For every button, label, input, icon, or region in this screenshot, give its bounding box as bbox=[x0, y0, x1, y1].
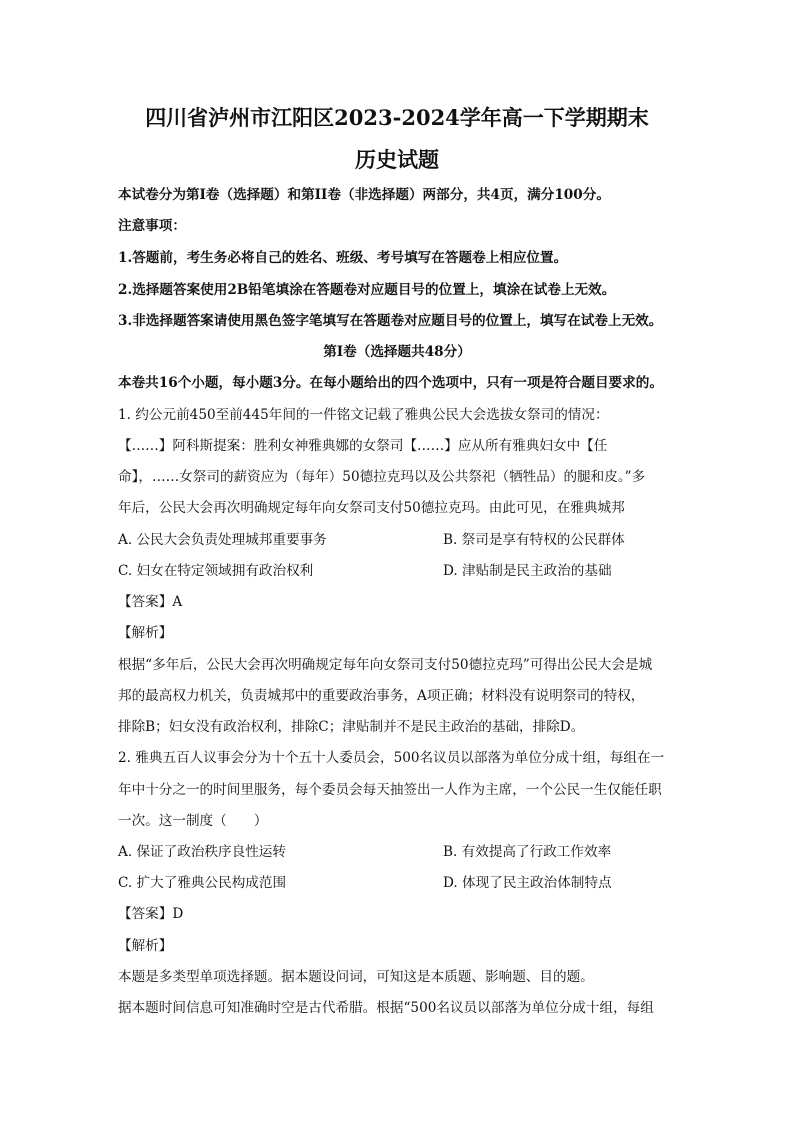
q1-answer: 【答案】A bbox=[118, 594, 183, 610]
q2-option-a: A. 保证了政治秩序良性运转 bbox=[118, 844, 286, 860]
q2-stem-line: 一次。这一制度（ ） bbox=[118, 813, 268, 829]
q1-stem-line: 命】，……女祭司的薪资应为（每年）50德拉克玛以及公共祭祀（牺牲品）的腿和皮。”多 bbox=[118, 469, 646, 485]
notice-label: 注意事项： bbox=[118, 218, 186, 234]
q2-option-d: D. 体现了民主政治体制特点 bbox=[443, 875, 612, 891]
q2-option-b: B. 有效提高了行政工作效率 bbox=[443, 844, 612, 860]
q1-analysis-line: 根据“多年后，公民大会再次明确规定每年向女祭司支付50德拉克玛”可得出公民大会是城 bbox=[118, 657, 653, 673]
q1-analysis-label: 【解析】 bbox=[118, 625, 173, 641]
q2-option-c: C. 扩大了雅典公民构成范围 bbox=[118, 875, 287, 891]
q1-stem-line: 1. 约公元前450至前445年间的一件铭文记载了雅典公民大会选拔女祭司的情况： bbox=[118, 407, 609, 423]
q2-analysis-line: 据本题时间信息可知准确时空是古代希腊。根据“500名议员以部落为单位分成十组，每组 bbox=[118, 1000, 654, 1016]
q1-option-b: B. 祭司是享有特权的公民群体 bbox=[443, 532, 625, 548]
q1-analysis-line: 邦的最高权力机关，负责城邦中的重要政治事务，A项正确；材料没有说明祭司的特权， bbox=[118, 688, 645, 704]
q2-analysis-line: 本题是多类型单项选择题。据本题设问词，可知这是本质题、影响题、目的题。 bbox=[118, 969, 594, 985]
intro-line: 本试卷分为第I卷（选择题）和第II卷（非选择题）两部分，共4页，满分100分。 bbox=[118, 187, 610, 203]
notice-item-2: 2.选择题答案使用2B铅笔填涂在答题卷对应题目号的位置上，填涂在试卷上无效。 bbox=[118, 282, 616, 298]
q1-option-a: A. 公民大会负责处理城邦重要事务 bbox=[118, 532, 327, 548]
section-instruction: 本卷共16个小题，每小题3分。在每小题给出的四个选项中，只有一项是符合题目要求的。 bbox=[118, 375, 663, 391]
q2-stem-line: 年中十分之一的时间里服务，每个委员会每天抽签出一人作为主席，一个公民一生仅能任职 bbox=[118, 782, 662, 798]
q1-stem-line: 年后，公民大会再次明确规定每年向女祭司支付50德拉克玛。由此可见，在雅典城邦 bbox=[118, 500, 625, 516]
notice-item-3: 3.非选择题答案请使用黑色签字笔填写在答题卷对应题目号的位置上，填写在试卷上无效。 bbox=[118, 313, 663, 329]
document-subtitle: 历史试题 bbox=[355, 147, 439, 172]
q1-stem-line: 【……】阿科斯提案：胜利女神雅典娜的女祭司【……】应从所有雅典妇女中【任 bbox=[118, 438, 608, 454]
q1-option-c: C. 妇女在特定领域拥有政治权利 bbox=[118, 563, 314, 579]
notice-item-1: 1.答题前，考生务必将自己的姓名、班级、考号填写在答题卷上相应位置。 bbox=[118, 250, 568, 266]
q2-stem-line: 2. 雅典五百人议事会分为十个五十人委员会，500名议员以部落为单位分成十组，每组在一 bbox=[118, 750, 665, 766]
document-title: 四川省泸州市江阳区2023-2024学年高一下学期期末 bbox=[145, 105, 649, 130]
section-heading: 第I卷（选择题共48分） bbox=[323, 344, 471, 360]
q1-analysis-line: 排除B；妇女没有政治权利，排除C；津贴制并不是民主政治的基础，排除D。 bbox=[118, 719, 585, 735]
q2-analysis-label: 【解析】 bbox=[118, 938, 173, 954]
q2-answer: 【答案】D bbox=[118, 906, 184, 922]
q1-option-d: D. 津贴制是民主政治的基础 bbox=[443, 563, 612, 579]
